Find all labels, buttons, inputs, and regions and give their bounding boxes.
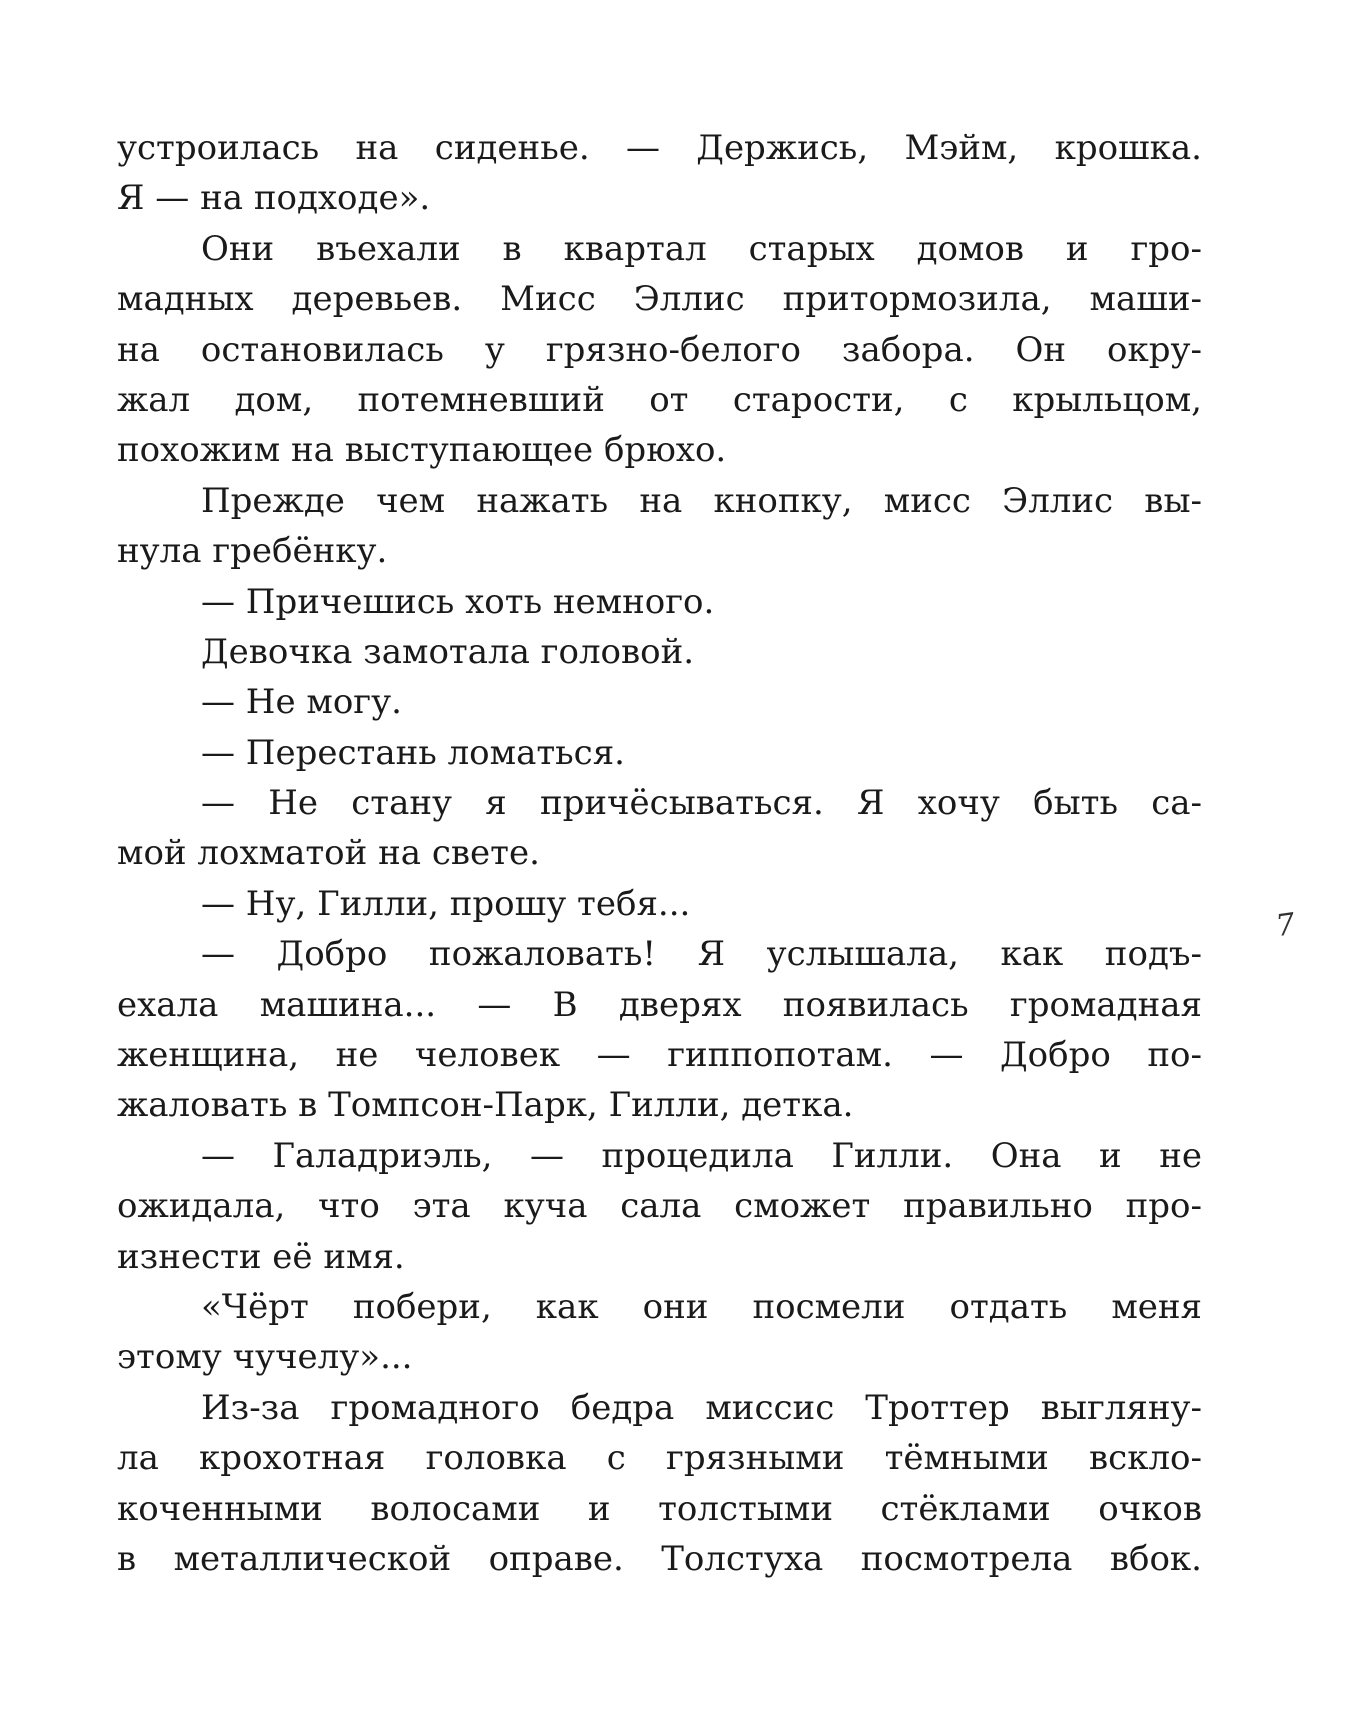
text-line: — Не стану я причёсываться. Я хочу быть са- (201, 783, 1202, 824)
text-line: — Перестань ломаться. (201, 732, 625, 773)
text-line: ла крохотная головка с грязными тёмными вскло- (117, 1438, 1202, 1479)
text-line: — Добро пожаловать! Я услышала, как подъ- (201, 934, 1202, 975)
text-line: — Галадриэль, — процедила Гилли. Она и не (201, 1135, 1202, 1176)
text-line: Они въехали в квартал старых домов и гро- (201, 228, 1202, 269)
text-line: «Чёрт побери, как они посмели отдать меня (201, 1286, 1202, 1327)
text-line: на остановилась у грязно-белого забора. Он окру- (117, 329, 1202, 370)
text-line: нула гребёнку. (117, 531, 388, 572)
text-line: жаловать в Томпсон-Парк, Гилли, детка. (117, 1085, 854, 1126)
text-line: — Не могу. (201, 682, 402, 723)
text-line: Прежде чем нажать на кнопку, мисс Эллис вы- (201, 480, 1202, 521)
page-number: 7 (1273, 906, 1298, 945)
text-line: ехала машина... — В дверях появилась громадная (117, 984, 1202, 1025)
text-line: коченными волосами и толстыми стёклами очков (117, 1488, 1202, 1529)
text-line: мой лохматой на свете. (117, 833, 540, 874)
text-line: мадных деревьев. Мисс Эллис притормозила, маши- (117, 279, 1202, 320)
text-line: в металлической оправе. Толстуха посмотрела вбок. (117, 1538, 1202, 1579)
text-line: — Причешись хоть немного. (201, 581, 715, 622)
page-body-text (117, 123, 1202, 1584)
text-line: похожим на выступающее брюхо. (117, 430, 727, 471)
text-line: Я — на подходе». (117, 178, 431, 219)
text-line: ожидала, что эта куча сала сможет правильно про- (117, 1186, 1202, 1227)
text-line: Девочка замотала головой. (201, 631, 695, 672)
text-line: — Ну, Гилли, прошу тебя... (201, 883, 691, 924)
text-line: жал дом, потемневший от старости, с крыльцом, (117, 379, 1202, 420)
text-line: устроилась на сиденье. — Держись, Мэйм, крошка. (117, 128, 1202, 168)
text-line: Из-за громадного бедра миссис Троттер выгляну- (201, 1387, 1202, 1428)
text-line: женщина, не человек — гиппопотам. — Добро по- (117, 1035, 1202, 1076)
text-line: изнести её имя. (117, 1236, 405, 1277)
text-line: этому чучелу»... (117, 1337, 413, 1378)
